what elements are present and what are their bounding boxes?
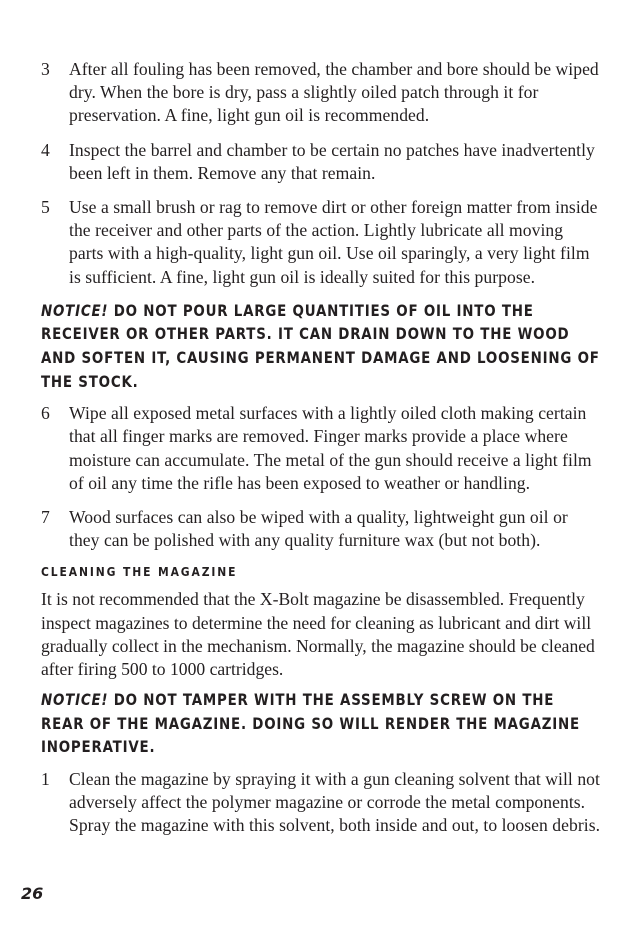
step-text: Use a small brush or rag to remove dirt or other foreign matter from inside the receiver and other parts of the action. Lightly lubricate all moving parts with a high-quality, light gun oil. Use oil sparingly, a very light film is sufficient. A fine, light gun oil is ideally suited for this purpose. xyxy=(69,197,598,287)
notice-label: NOTICE! xyxy=(41,691,109,710)
notice-oil-warning xyxy=(41,300,602,394)
notice-text: DO NOT POUR LARGE QUANTITIES OF OIL INTO THE RECEIVER OR OTHER PARTS. IT CAN DRAIN DOWN TO THE WOOD AND SOFTEN IT, CAUSING PERMANENT DAMAGE AND LOOSENING OF THE STOCK. xyxy=(41,301,600,391)
step-item-5 xyxy=(41,196,601,289)
manual-page xyxy=(41,58,601,849)
step-text: Wipe all exposed metal surfaces with a lightly oiled cloth making certain that all finger marks are removed. Finger marks provide a place where moisture can accumulate. The metal of the gun should receive a light film of oil any time the rifle has been exposed to weather or handling. xyxy=(69,403,592,493)
step-number: 1 xyxy=(41,769,50,790)
step-number: 4 xyxy=(41,139,50,160)
step-number: 3 xyxy=(41,59,50,79)
step-number: 6 xyxy=(41,403,50,424)
step-item-7 xyxy=(41,506,601,552)
notice-screw-warning xyxy=(41,689,602,760)
step-number: 7 xyxy=(41,507,50,528)
step-text: Inspect the barrel and chamber to be certain no patches have inadvertently been left in them. Remove any that remain. xyxy=(69,139,595,183)
section-heading: CLEANING THE MAGAZINE xyxy=(41,564,238,580)
step-number: 5 xyxy=(41,197,50,218)
step-text: After all fouling has been removed, the chamber and bore should be wiped dry. When the bore is dry, pass a slightly oiled patch through it for preservation. A fine, light gun oil is recommended. xyxy=(69,59,599,126)
step-item-6 xyxy=(41,402,601,495)
step-text: Wood surfaces can also be wiped with a quality, lightweight gun oil or they can be polished with any quality furniture wax (but not both). xyxy=(69,507,568,551)
step-item-1 xyxy=(41,768,601,838)
step-text: Clean the magazine by spraying it with a gun cleaning solvent that will not adversely affect the polymer magazine or corrode the metal components. Spray the magazine with this solvent, both inside and out, to loosen debris. xyxy=(69,769,601,836)
section-paragraph: It is not recommended that the X-Bolt magazine be disassembled. Frequently inspect magazines to determine the need for cleaning as lubricant and dirt will gradually collect in the mechanism. Normally, the magazine should be cleaned after firing 500 to 1000 cartridges. xyxy=(41,589,595,680)
page-number: 26 xyxy=(21,884,44,903)
notice-label: NOTICE! xyxy=(41,301,109,320)
step-item-3 xyxy=(41,58,601,128)
notice-text: DO NOT TAMPER WITH THE ASSEMBLY SCREW ON THE REAR OF THE MAGAZINE. DOING SO WILL RENDER THE MAGAZINE INOPERATIVE. xyxy=(41,691,580,757)
step-item-4 xyxy=(41,139,601,185)
